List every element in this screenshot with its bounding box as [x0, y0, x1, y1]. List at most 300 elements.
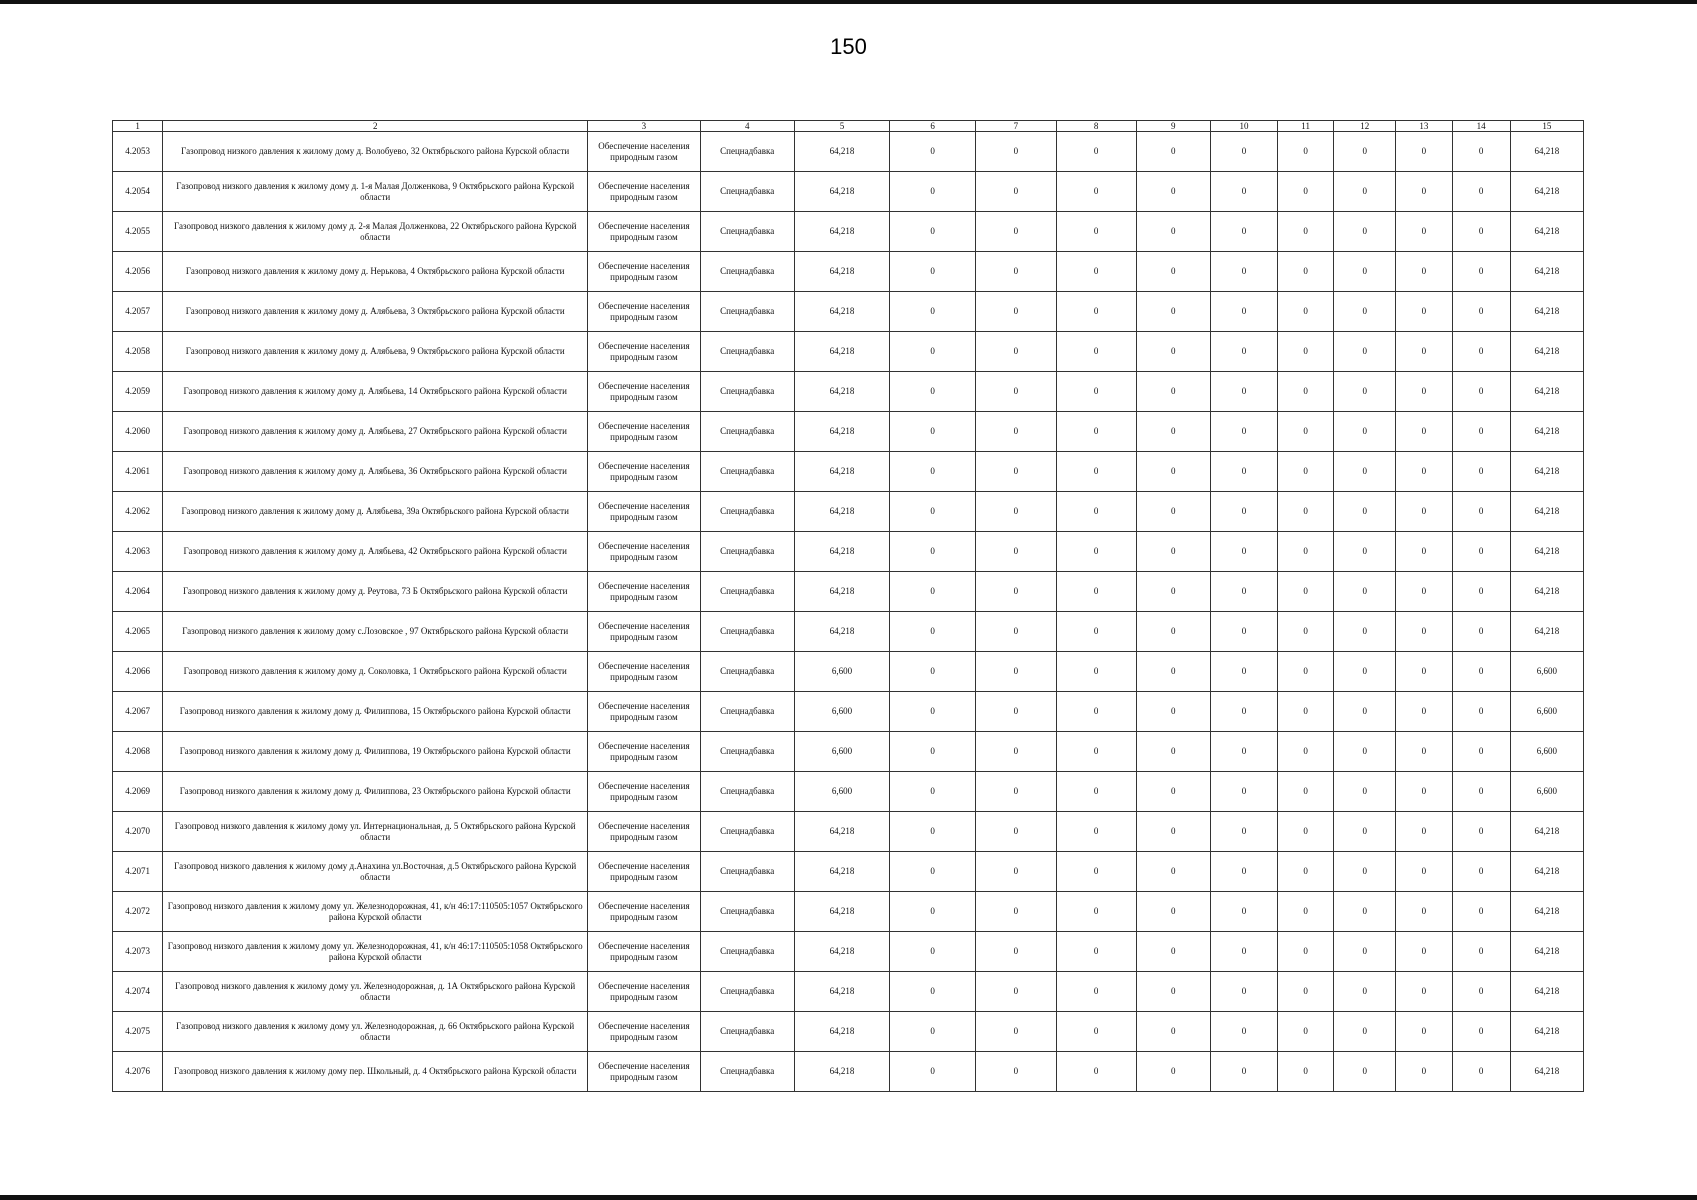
total-cell: 6,600	[1510, 692, 1583, 732]
table-row	[113, 532, 1584, 572]
table-row	[113, 1052, 1584, 1092]
value-cell: 0	[890, 852, 976, 892]
value-cell: 0	[1056, 412, 1136, 452]
value-cell: 0	[890, 532, 976, 572]
value-cell: 0	[1278, 172, 1334, 212]
value-cell: 0	[1210, 292, 1277, 332]
value-cell: 0	[1136, 412, 1210, 452]
funding-source-cell: Спецнадбавка	[700, 132, 794, 172]
page-number: 150	[830, 34, 867, 59]
funding-source-cell: Спецнадбавка	[700, 212, 794, 252]
value-cell: 0	[976, 212, 1056, 252]
object-name-cell: Газопровод низкого давления к жилому дому д. Филиппова, 23 Октябрьского района Курской области	[163, 772, 588, 812]
value-cell: 0	[890, 572, 976, 612]
value-cell: 0	[976, 372, 1056, 412]
row-number-cell: 4.2067	[113, 692, 163, 732]
total-cell: 64,218	[1510, 492, 1583, 532]
value-cell: 0	[976, 1052, 1056, 1092]
value-cell: 0	[1136, 852, 1210, 892]
object-name-cell: Газопровод низкого давления к жилому дому д. Филиппова, 19 Октябрьского района Курской области	[163, 732, 588, 772]
value-cell: 0	[890, 692, 976, 732]
column-header: 15	[1510, 121, 1583, 132]
purpose-cell: Обеспечение населения природным газом	[588, 1052, 700, 1092]
purpose-cell: Обеспечение населения природным газом	[588, 1012, 700, 1052]
table-row	[113, 612, 1584, 652]
value-cell: 0	[1210, 732, 1277, 772]
value-cell: 0	[1396, 252, 1452, 292]
purpose-cell: Обеспечение населения природным газом	[588, 652, 700, 692]
value-cell: 0	[890, 492, 976, 532]
total-cell: 6,600	[1510, 732, 1583, 772]
value-cell: 0	[890, 212, 976, 252]
value-cell: 64,218	[794, 612, 889, 652]
value-cell: 0	[1334, 572, 1396, 612]
value-cell: 64,218	[794, 852, 889, 892]
total-cell: 64,218	[1510, 372, 1583, 412]
value-cell: 6,600	[794, 692, 889, 732]
value-cell: 0	[976, 132, 1056, 172]
value-cell: 0	[1056, 652, 1136, 692]
purpose-cell: Обеспечение населения природным газом	[588, 932, 700, 972]
value-cell: 0	[890, 332, 976, 372]
value-cell: 0	[1396, 332, 1452, 372]
value-cell: 64,218	[794, 452, 889, 492]
funding-source-cell: Спецнадбавка	[700, 1052, 794, 1092]
value-cell: 0	[1396, 292, 1452, 332]
value-cell: 0	[1334, 652, 1396, 692]
value-cell: 0	[1334, 132, 1396, 172]
value-cell: 0	[1210, 652, 1277, 692]
value-cell: 0	[1396, 692, 1452, 732]
value-cell: 0	[1334, 892, 1396, 932]
value-cell: 64,218	[794, 572, 889, 612]
table-row	[113, 572, 1584, 612]
value-cell: 0	[1056, 372, 1136, 412]
purpose-cell: Обеспечение населения природным газом	[588, 332, 700, 372]
value-cell: 0	[890, 972, 976, 1012]
value-cell: 0	[1210, 1012, 1277, 1052]
value-cell: 0	[1278, 812, 1334, 852]
value-cell: 0	[890, 652, 976, 692]
total-cell: 64,218	[1510, 812, 1583, 852]
value-cell: 0	[976, 532, 1056, 572]
column-header: 2	[163, 121, 588, 132]
row-number-cell: 4.2058	[113, 332, 163, 372]
value-cell: 0	[1278, 452, 1334, 492]
value-cell: 0	[1136, 972, 1210, 1012]
funding-source-cell: Спецнадбавка	[700, 372, 794, 412]
funding-source-cell: Спецнадбавка	[700, 572, 794, 612]
value-cell: 0	[976, 452, 1056, 492]
funding-source-cell: Спецнадбавка	[700, 652, 794, 692]
value-cell: 0	[976, 852, 1056, 892]
purpose-cell: Обеспечение населения природным газом	[588, 692, 700, 732]
value-cell: 64,218	[794, 1052, 889, 1092]
object-name-cell: Газопровод низкого давления к жилому дому д. Алябьева, 39а Октябрьского района Курской области	[163, 492, 588, 532]
value-cell: 0	[1136, 892, 1210, 932]
value-cell: 0	[1396, 892, 1452, 932]
funding-source-cell: Спецнадбавка	[700, 492, 794, 532]
value-cell: 0	[1056, 852, 1136, 892]
value-cell: 64,218	[794, 212, 889, 252]
value-cell: 0	[1278, 212, 1334, 252]
table-row	[113, 452, 1584, 492]
total-cell: 64,218	[1510, 892, 1583, 932]
value-cell: 0	[1278, 932, 1334, 972]
value-cell: 0	[1334, 492, 1396, 532]
row-number-cell: 4.2054	[113, 172, 163, 212]
total-cell: 64,218	[1510, 292, 1583, 332]
value-cell: 0	[1056, 452, 1136, 492]
purpose-cell: Обеспечение населения природным газом	[588, 412, 700, 452]
value-cell: 0	[976, 332, 1056, 372]
column-header: 3	[588, 121, 700, 132]
value-cell: 0	[1056, 332, 1136, 372]
funding-source-cell: Спецнадбавка	[700, 812, 794, 852]
row-number-cell: 4.2057	[113, 292, 163, 332]
value-cell: 0	[1396, 172, 1452, 212]
row-number-cell: 4.2076	[113, 1052, 163, 1092]
purpose-cell: Обеспечение населения природным газом	[588, 852, 700, 892]
value-cell: 0	[1396, 572, 1452, 612]
total-cell: 64,218	[1510, 412, 1583, 452]
value-cell: 0	[1452, 812, 1510, 852]
total-cell: 64,218	[1510, 972, 1583, 1012]
value-cell: 0	[1210, 372, 1277, 412]
funding-source-cell: Спецнадбавка	[700, 932, 794, 972]
value-cell: 0	[1210, 492, 1277, 532]
value-cell: 0	[1136, 1052, 1210, 1092]
table-row	[113, 812, 1584, 852]
value-cell: 0	[1396, 972, 1452, 1012]
total-cell: 64,218	[1510, 452, 1583, 492]
table-row	[113, 252, 1584, 292]
value-cell: 0	[1334, 612, 1396, 652]
value-cell: 0	[1396, 372, 1452, 412]
value-cell: 0	[1452, 932, 1510, 972]
row-number-cell: 4.2075	[113, 1012, 163, 1052]
object-name-cell: Газопровод низкого давления к жилому дому д.Анахина ул.Восточная, д.5 Октябрьского района Курской области	[163, 852, 588, 892]
object-name-cell: Газопровод низкого давления к жилому дому ул. Железнодорожная, 41, к/н 46:17:110505:1057 Октябрьского района Курской области	[163, 892, 588, 932]
row-number-cell: 4.2069	[113, 772, 163, 812]
value-cell: 0	[1396, 532, 1452, 572]
value-cell: 0	[1452, 412, 1510, 452]
value-cell: 0	[890, 1012, 976, 1052]
value-cell: 0	[1452, 772, 1510, 812]
value-cell: 0	[1452, 532, 1510, 572]
value-cell: 0	[1452, 572, 1510, 612]
value-cell: 0	[1396, 132, 1452, 172]
value-cell: 0	[976, 972, 1056, 1012]
value-cell: 0	[1056, 612, 1136, 652]
value-cell: 0	[1136, 172, 1210, 212]
value-cell: 0	[1334, 412, 1396, 452]
value-cell: 0	[1136, 212, 1210, 252]
row-number-cell: 4.2070	[113, 812, 163, 852]
value-cell: 6,600	[794, 772, 889, 812]
value-cell: 0	[890, 132, 976, 172]
value-cell: 0	[890, 372, 976, 412]
table-row	[113, 692, 1584, 732]
value-cell: 64,218	[794, 292, 889, 332]
value-cell: 0	[1334, 692, 1396, 732]
purpose-cell: Обеспечение населения природным газом	[588, 132, 700, 172]
value-cell: 64,218	[794, 532, 889, 572]
value-cell: 0	[1452, 252, 1510, 292]
value-cell: 0	[1210, 132, 1277, 172]
row-number-cell: 4.2059	[113, 372, 163, 412]
value-cell: 0	[1136, 692, 1210, 732]
object-name-cell: Газопровод низкого давления к жилому дому ул. Интернациональная, д. 5 Октябрьского района Курской области	[163, 812, 588, 852]
purpose-cell: Обеспечение населения природным газом	[588, 812, 700, 852]
value-cell: 0	[1334, 332, 1396, 372]
column-header: 14	[1452, 121, 1510, 132]
value-cell: 0	[1136, 1012, 1210, 1052]
funding-source-cell: Спецнадбавка	[700, 972, 794, 1012]
table-row	[113, 1012, 1584, 1052]
value-cell: 0	[1278, 652, 1334, 692]
funding-source-cell: Спецнадбавка	[700, 532, 794, 572]
value-cell: 0	[1452, 452, 1510, 492]
object-name-cell: Газопровод низкого давления к жилому дому д. Алябьева, 9 Октябрьского района Курской области	[163, 332, 588, 372]
column-header: 1	[113, 121, 163, 132]
value-cell: 0	[976, 812, 1056, 852]
value-cell: 0	[1452, 1012, 1510, 1052]
table-row	[113, 332, 1584, 372]
value-cell: 0	[1056, 172, 1136, 212]
value-cell: 64,218	[794, 372, 889, 412]
value-cell: 0	[1136, 492, 1210, 532]
purpose-cell: Обеспечение населения природным газом	[588, 532, 700, 572]
value-cell: 0	[1334, 252, 1396, 292]
bottom-border-rule	[0, 1195, 1697, 1200]
value-cell: 0	[1278, 732, 1334, 772]
column-header: 12	[1334, 121, 1396, 132]
column-header: 6	[890, 121, 976, 132]
value-cell: 0	[1396, 412, 1452, 452]
value-cell: 0	[1278, 252, 1334, 292]
value-cell: 0	[1334, 1012, 1396, 1052]
purpose-cell: Обеспечение населения природным газом	[588, 452, 700, 492]
value-cell: 0	[1056, 732, 1136, 772]
value-cell: 0	[1452, 972, 1510, 1012]
funding-source-cell: Спецнадбавка	[700, 1012, 794, 1052]
value-cell: 0	[1452, 492, 1510, 532]
purpose-cell: Обеспечение населения природным газом	[588, 572, 700, 612]
value-cell: 0	[890, 772, 976, 812]
total-cell: 6,600	[1510, 772, 1583, 812]
value-cell: 0	[976, 572, 1056, 612]
value-cell: 64,218	[794, 1012, 889, 1052]
value-cell: 0	[1278, 772, 1334, 812]
row-number-cell: 4.2074	[113, 972, 163, 1012]
table-header-row	[113, 121, 1584, 132]
object-name-cell: Газопровод низкого давления к жилому дому д. 1-я Малая Долженкова, 9 Октябрьского района Курской области	[163, 172, 588, 212]
row-number-cell: 4.2071	[113, 852, 163, 892]
row-number-cell: 4.2066	[113, 652, 163, 692]
value-cell: 0	[1136, 772, 1210, 812]
value-cell: 0	[1056, 252, 1136, 292]
object-name-cell: Газопровод низкого давления к жилому дому д. Волобуево, 32 Октябрьского района Курской области	[163, 132, 588, 172]
purpose-cell: Обеспечение населения природным газом	[588, 772, 700, 812]
value-cell: 0	[1278, 1052, 1334, 1092]
value-cell: 0	[1210, 412, 1277, 452]
value-cell: 0	[890, 1052, 976, 1092]
column-header: 13	[1396, 121, 1452, 132]
value-cell: 0	[1136, 292, 1210, 332]
value-cell: 64,218	[794, 892, 889, 932]
table-row	[113, 732, 1584, 772]
value-cell: 0	[1334, 172, 1396, 212]
value-cell: 0	[1278, 372, 1334, 412]
value-cell: 0	[890, 252, 976, 292]
total-cell: 64,218	[1510, 1012, 1583, 1052]
value-cell: 0	[1056, 892, 1136, 932]
value-cell: 0	[1334, 772, 1396, 812]
total-cell: 64,218	[1510, 172, 1583, 212]
row-number-cell: 4.2053	[113, 132, 163, 172]
value-cell: 0	[1210, 612, 1277, 652]
row-number-cell: 4.2060	[113, 412, 163, 452]
value-cell: 0	[1334, 532, 1396, 572]
value-cell: 0	[1278, 972, 1334, 1012]
total-cell: 64,218	[1510, 852, 1583, 892]
value-cell: 0	[1278, 532, 1334, 572]
data-table	[112, 120, 1584, 1092]
value-cell: 0	[1056, 812, 1136, 852]
column-header: 7	[976, 121, 1056, 132]
table-row	[113, 212, 1584, 252]
value-cell: 0	[1334, 972, 1396, 1012]
funding-source-cell: Спецнадбавка	[700, 252, 794, 292]
table-row	[113, 772, 1584, 812]
value-cell: 0	[976, 1012, 1056, 1052]
object-name-cell: Газопровод низкого давления к жилому дому пер. Школьный, д. 4 Октябрьского района Курской области	[163, 1052, 588, 1092]
purpose-cell: Обеспечение населения природным газом	[588, 612, 700, 652]
purpose-cell: Обеспечение населения природным газом	[588, 892, 700, 932]
value-cell: 0	[1334, 852, 1396, 892]
value-cell: 0	[1210, 892, 1277, 932]
value-cell: 0	[1334, 1052, 1396, 1092]
table-row	[113, 492, 1584, 532]
value-cell: 0	[890, 172, 976, 212]
row-number-cell: 4.2061	[113, 452, 163, 492]
value-cell: 0	[1210, 572, 1277, 612]
value-cell: 0	[890, 732, 976, 772]
value-cell: 0	[1210, 532, 1277, 572]
table-row	[113, 652, 1584, 692]
value-cell: 64,218	[794, 812, 889, 852]
value-cell: 64,218	[794, 492, 889, 532]
purpose-cell: Обеспечение населения природным газом	[588, 292, 700, 332]
value-cell: 0	[1210, 772, 1277, 812]
value-cell: 0	[1396, 492, 1452, 532]
value-cell: 0	[976, 732, 1056, 772]
object-name-cell: Газопровод низкого давления к жилому дому д. Алябьева, 3 Октябрьского района Курской области	[163, 292, 588, 332]
funding-source-cell: Спецнадбавка	[700, 732, 794, 772]
value-cell: 0	[1136, 652, 1210, 692]
object-name-cell: Газопровод низкого давления к жилому дому д. 2-я Малая Долженкова, 22 Октябрьского района Курской области	[163, 212, 588, 252]
value-cell: 0	[976, 292, 1056, 332]
total-cell: 6,600	[1510, 652, 1583, 692]
value-cell: 0	[1210, 252, 1277, 292]
top-border-rule	[0, 0, 1697, 4]
value-cell: 0	[1452, 692, 1510, 732]
value-cell: 0	[1278, 612, 1334, 652]
value-cell: 0	[1396, 1012, 1452, 1052]
value-cell: 0	[1334, 452, 1396, 492]
row-number-cell: 4.2056	[113, 252, 163, 292]
value-cell: 0	[1396, 812, 1452, 852]
row-number-cell: 4.2055	[113, 212, 163, 252]
row-number-cell: 4.2062	[113, 492, 163, 532]
value-cell: 0	[976, 612, 1056, 652]
value-cell: 0	[976, 692, 1056, 732]
value-cell: 0	[890, 412, 976, 452]
value-cell: 0	[1278, 692, 1334, 732]
value-cell: 0	[1396, 852, 1452, 892]
table-row	[113, 372, 1584, 412]
value-cell: 0	[1452, 612, 1510, 652]
table-row	[113, 852, 1584, 892]
table-row	[113, 412, 1584, 452]
value-cell: 0	[890, 452, 976, 492]
value-cell: 0	[1452, 332, 1510, 372]
purpose-cell: Обеспечение населения природным газом	[588, 732, 700, 772]
value-cell: 64,218	[794, 972, 889, 1012]
value-cell: 0	[890, 612, 976, 652]
column-header: 5	[794, 121, 889, 132]
value-cell: 0	[1056, 692, 1136, 732]
object-name-cell: Газопровод низкого давления к жилому дому д. Соколовка, 1 Октябрьского района Курской области	[163, 652, 588, 692]
value-cell: 0	[1136, 252, 1210, 292]
object-name-cell: Газопровод низкого давления к жилому дому д. Алябьева, 27 Октябрьского района Курской области	[163, 412, 588, 452]
value-cell: 0	[1056, 772, 1136, 812]
value-cell: 0	[1278, 132, 1334, 172]
object-name-cell: Газопровод низкого давления к жилому дому д. Реутова, 73 Б Октябрьского района Курской области	[163, 572, 588, 612]
value-cell: 0	[976, 932, 1056, 972]
value-cell: 0	[976, 492, 1056, 532]
value-cell: 0	[1334, 372, 1396, 412]
total-cell: 64,218	[1510, 212, 1583, 252]
object-name-cell: Газопровод низкого давления к жилому дому д. Алябьева, 36 Октябрьского района Курской области	[163, 452, 588, 492]
value-cell: 64,218	[794, 172, 889, 212]
value-cell: 0	[1452, 732, 1510, 772]
value-cell: 0	[1452, 852, 1510, 892]
object-name-cell: Газопровод низкого давления к жилому дому д. Алябьева, 42 Октябрьского района Курской области	[163, 532, 588, 572]
total-cell: 64,218	[1510, 612, 1583, 652]
value-cell: 64,218	[794, 932, 889, 972]
total-cell: 64,218	[1510, 132, 1583, 172]
value-cell: 0	[1334, 732, 1396, 772]
value-cell: 0	[1136, 452, 1210, 492]
value-cell: 64,218	[794, 252, 889, 292]
value-cell: 0	[1334, 212, 1396, 252]
value-cell: 0	[1210, 932, 1277, 972]
total-cell: 64,218	[1510, 332, 1583, 372]
total-cell: 64,218	[1510, 1052, 1583, 1092]
funding-source-cell: Спецнадбавка	[700, 892, 794, 932]
column-header: 9	[1136, 121, 1210, 132]
value-cell: 0	[1210, 332, 1277, 372]
row-number-cell: 4.2068	[113, 732, 163, 772]
row-number-cell: 4.2064	[113, 572, 163, 612]
value-cell: 0	[1136, 612, 1210, 652]
value-cell: 0	[1136, 572, 1210, 612]
object-name-cell: Газопровод низкого давления к жилому дому с.Лозовское , 97 Октябрьского района Курской области	[163, 612, 588, 652]
value-cell: 0	[1136, 932, 1210, 972]
value-cell: 0	[890, 292, 976, 332]
